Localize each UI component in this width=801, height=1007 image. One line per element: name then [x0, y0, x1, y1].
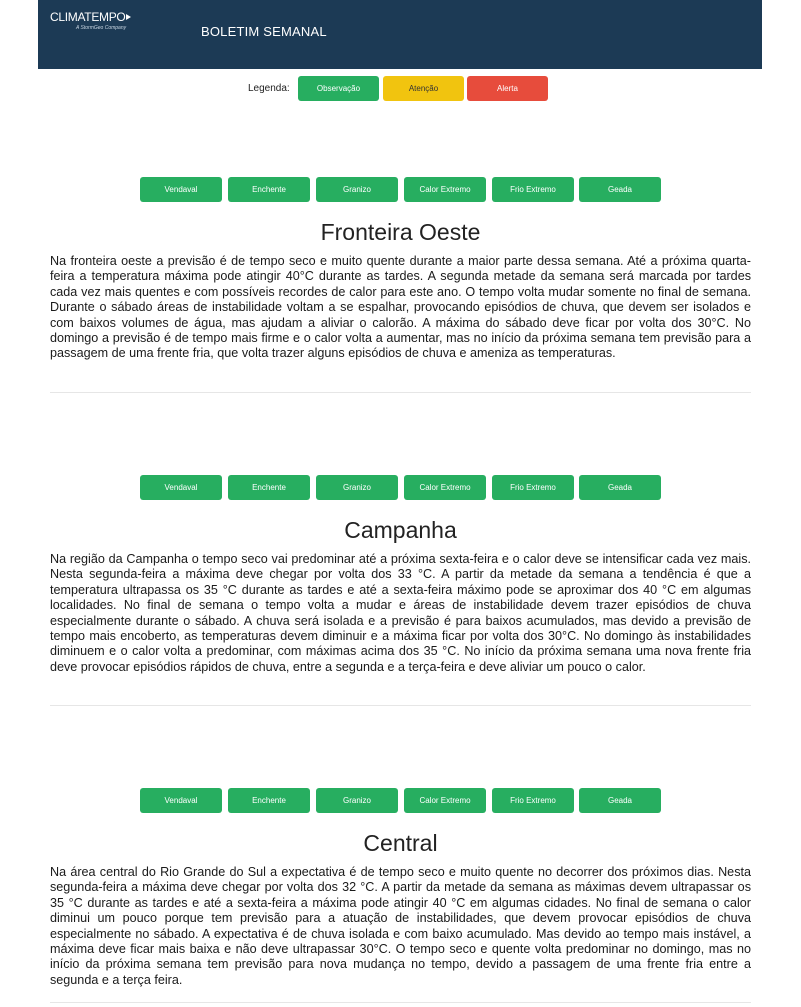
- vendaval-button[interactable]: Vendaval: [140, 475, 222, 500]
- region-section-fronteira-oeste: [50, 177, 751, 397]
- enchente-button[interactable]: Enchente: [228, 177, 310, 202]
- legend-observacao-button[interactable]: Observação: [298, 76, 379, 101]
- climatempo-logo[interactable]: [50, 10, 131, 31]
- vendaval-button[interactable]: Vendaval: [140, 177, 222, 202]
- hazard-button-row: [140, 788, 660, 813]
- section-divider: [50, 1002, 751, 1003]
- frio-extremo-button[interactable]: Frio Extremo: [492, 177, 574, 202]
- calor-extremo-button[interactable]: Calor Extremo: [404, 475, 486, 500]
- granizo-button[interactable]: Granizo: [316, 177, 398, 202]
- region-forecast-text: Na área central do Rio Grande do Sul a expectativa é de tempo seco e muito quente no decorrer dos próximos dias. Nesta segunda-feira a máxima deve chegar por volta dos 32 °C. A partir da metade da semana as máximas devem ultrapassar os 35 °C durante as tardes e até a sexta-feira a máxima pode atingir 40 °C em algumas cidades. No final de semana o calor diminui um pouco porque tem previsão para a atuação de instabilidades, que devem provocar episódios de chuva especialmente no sábado. A expectativa é de chuva isolada e com baixo acumulado. Mas devido ao tempo mais instável, a máxima deve ficar mais baixa e não deve ultrapassar 30°C. O tempo seco e quente volta predominar no domingo, mas no início da próxima semana tem previsão para nova mudança no tempo, devido a passagem de uma frente fria entre a segunda e a terça feira.: [50, 865, 751, 987]
- geada-button[interactable]: Geada: [579, 177, 661, 202]
- section-divider: [50, 705, 751, 706]
- enchente-button[interactable]: Enchente: [228, 475, 310, 500]
- geada-button[interactable]: Geada: [579, 788, 661, 813]
- enchente-button[interactable]: Enchente: [228, 788, 310, 813]
- region-title: Campanha: [344, 517, 457, 543]
- granizo-button[interactable]: Granizo: [316, 475, 398, 500]
- frio-extremo-button[interactable]: Frio Extremo: [492, 788, 574, 813]
- geada-button[interactable]: Geada: [579, 475, 661, 500]
- page-header: [38, 0, 762, 69]
- logo-text: CLIMATEMPO: [50, 10, 126, 24]
- granizo-button[interactable]: Granizo: [316, 788, 398, 813]
- region-title: Fronteira Oeste: [320, 219, 481, 245]
- vendaval-button[interactable]: Vendaval: [140, 788, 222, 813]
- logo-arrow-icon: [126, 14, 131, 20]
- region-forecast-text: Na região da Campanha o tempo seco vai predominar até a próxima sexta-feira e o calor deve se intensificar cada vez mais. Nesta segunda-feira a máxima deve chegar por volta dos 33 °C. A partir da metade da semana a tendência é que a temperatura ultrapassa os 35 °C durante as tardes e até a sexta-feira máximo pode se aproximar dos 40 °C em algumas localidades. No final de semana o tempo volta a mudar e áreas de instabilidade devem trazer episódios de chuva especialmente durante o sábado. A chuva será isolada e a previsão é para baixos acumulados, mas devido a previsão de tempo mais encoberto, as temperaturas devem diminuir e a máxima ficar por volta dos 30°C. No domingo às instabilidades diminuem e o calor volta a predominar, com máximas acima dos 35 °C. No início da próxima semana uma nova frente fria deve provocar episódios rápidos de chuva, entre a segunda e a terça-feira e deve aliviar um pouco o calor.: [50, 552, 751, 674]
- region-section-campanha: [50, 475, 751, 710]
- frio-extremo-button[interactable]: Frio Extremo: [492, 475, 574, 500]
- legend-bar: [0, 76, 801, 102]
- region-title: Central: [363, 830, 438, 856]
- region-forecast-text: Na fronteira oeste a previsão é de tempo seco e muito quente durante a maior parte dessa semana. Até a próxima quarta-feira a temperatura máxima pode atingir 40°C durante as tardes. A segunda metade da semana será marcada por tardes cada vez mais quentes e com possíveis recordes de calor para este ano. O tempo volta mudar somente no final de semana. Durante o sábado áreas de instabilidade voltam a se espalhar, provocando episódios de chuva, que devem ser isolados e com baixos volumes de água, mas ajudam a aliviar o calorão. A máxima do sábado deve ficar por volta dos 30°C. No domingo a previsão é de tempo mais firme e o calor volta a aumentar, mas no início da próxima semana tem previsão para a passagem de uma frente fria, que volta trazer alguns episódios de chuva e ameniza as temperaturas.: [50, 254, 751, 361]
- legend-label: Legenda:: [248, 83, 290, 94]
- logo-subtitle: A StormGeo Company: [76, 25, 127, 31]
- page-title: BOLETIM SEMANAL: [201, 24, 327, 39]
- region-section-central: [50, 788, 751, 1007]
- legend-alerta-button[interactable]: Alerta: [467, 76, 548, 101]
- hazard-button-row: [140, 177, 660, 202]
- section-divider: [50, 392, 751, 393]
- hazard-button-row: [140, 475, 660, 500]
- calor-extremo-button[interactable]: Calor Extremo: [404, 788, 486, 813]
- calor-extremo-button[interactable]: Calor Extremo: [404, 177, 486, 202]
- legend-atencao-button[interactable]: Atenção: [383, 76, 464, 101]
